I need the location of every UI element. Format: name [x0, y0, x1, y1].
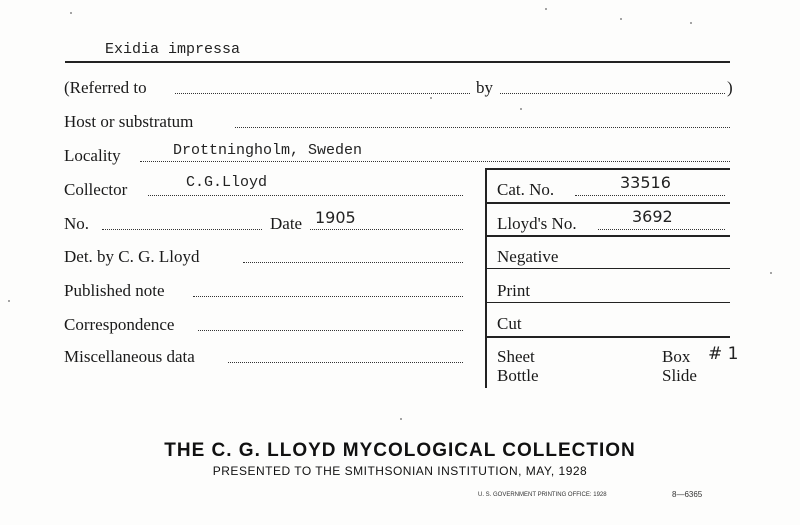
print-label: Print — [497, 281, 531, 300]
by-label: by — [476, 78, 493, 97]
paper-speck — [545, 8, 547, 10]
collection-title: THE C. G. LLOYD MYCOLOGICAL COLLECTION — [164, 440, 636, 461]
no-line — [102, 229, 262, 230]
catalog-box-row1 — [485, 202, 730, 204]
misc-data-label: Miscellaneous data — [64, 347, 195, 366]
date-label: Date — [270, 214, 303, 233]
cat-no-label: Cat. No. — [497, 180, 555, 199]
catalog-box-row-cut — [485, 336, 730, 338]
referred-to-line — [175, 93, 470, 94]
box-value: # 1 — [708, 344, 739, 364]
lloyds-no-line — [598, 229, 725, 230]
host-label: Host or substratum — [64, 112, 194, 131]
paper-speck — [770, 272, 772, 274]
paper-speck — [620, 18, 622, 20]
date-line — [310, 229, 463, 230]
published-note-line — [193, 296, 463, 297]
locality-label: Locality — [64, 146, 121, 165]
box-label: Box — [662, 347, 691, 366]
referred-to-label: (Referred to — [64, 78, 147, 97]
det-by-line — [243, 262, 463, 263]
catalog-box-left — [485, 168, 487, 388]
cut-label: Cut — [497, 314, 522, 333]
paper-speck — [430, 97, 432, 99]
correspondence-line — [198, 330, 463, 331]
lloyds-no-value: 3692 — [632, 207, 673, 226]
taxon-name: Exidia impressa — [105, 41, 241, 58]
paper-speck — [70, 12, 72, 14]
published-note-label: Published note — [64, 281, 165, 300]
locality-value: Drottningholm, Sweden — [173, 142, 363, 159]
collection-subtitle: PRESENTED TO THE SMITHSONIAN INSTITUTION, MAY, 1928 — [212, 464, 588, 478]
paper-speck — [400, 418, 402, 420]
by-line — [500, 93, 725, 94]
negative-label: Negative — [497, 247, 559, 266]
correspondence-label: Correspondence — [64, 315, 175, 334]
lloyds-no-label: Lloyd's No. — [497, 214, 577, 233]
cat-no-value: 33516 — [620, 173, 671, 192]
catalog-box-row-print — [485, 302, 730, 303]
catalog-box-row-negative — [485, 268, 730, 269]
det-by-label: Det. by C. G. Lloyd — [64, 247, 200, 266]
catalog-box-row2 — [485, 235, 730, 237]
bottle-label: Bottle — [497, 366, 539, 385]
collector-line — [148, 195, 463, 196]
paper-speck — [520, 108, 522, 110]
top-rule — [65, 61, 730, 63]
paper-speck — [8, 300, 10, 302]
paper-speck — [690, 22, 692, 24]
form-number: 8—6365 — [672, 490, 703, 499]
no-label: No. — [64, 214, 90, 233]
collector-label: Collector — [64, 180, 128, 199]
slide-label: Slide — [662, 366, 697, 385]
host-line — [235, 127, 730, 128]
close-paren: ) — [727, 78, 733, 97]
sheet-label: Sheet — [497, 347, 535, 366]
catalog-box-top — [485, 168, 730, 170]
misc-data-line — [228, 362, 463, 363]
date-value: 1905 — [315, 208, 356, 227]
printing-office-imprint: U. S. GOVERNMENT PRINTING OFFICE: 1928 — [478, 492, 607, 498]
collector-value: C.G.Lloyd — [186, 174, 268, 191]
cat-no-line — [575, 195, 725, 196]
locality-line — [140, 161, 730, 162]
